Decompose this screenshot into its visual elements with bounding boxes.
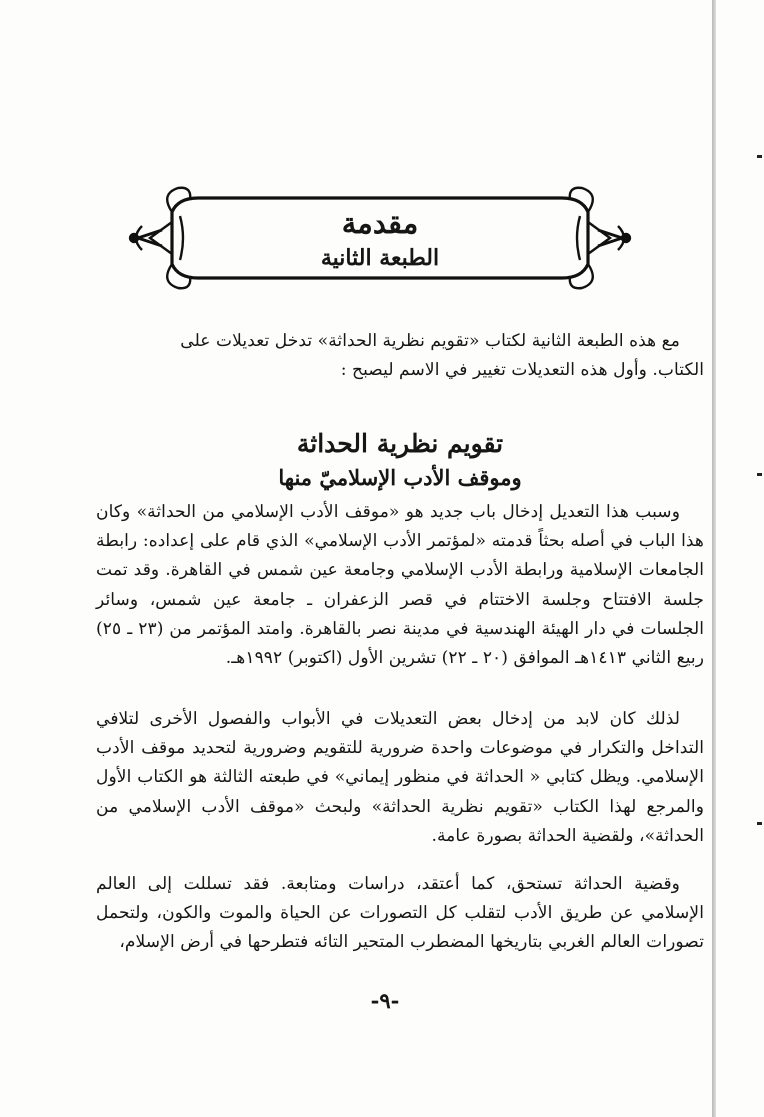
page-edge-mark	[757, 155, 762, 158]
page-edge-mark	[757, 473, 762, 476]
body-paragraph: وسبب هذا التعديل إدخال باب جديد هو «موقف الأدب الإسلامي من الحداثة» وكان هذا الباب في أصله بحثاً قدمته «لمؤتمر الأدب الإسلامي» الذي قام على إعداده: رابطة الجامعات الإسلامية ورابطة الأدب الإسلامي وجامعة عين شمس في القاهرة. وقد تمت جلسة الافتتاح وجلسة الاختتام في قصر الزعفران ـ جامعة عين شمس، وسائر الجلسات في دار الهيئة الهندسية في مدينة نصر بالقاهرة. وامتد المؤتمر من (٢٣ ـ ٢٥) ربيع الثاني ١٤١٣هـ الموافق (٢٠ ـ ٢٢) تشرين الأول (اكتوبر) ١٩٩٢هـ.	[96, 502, 704, 669]
book-title: تقويم نظرية الحداثة	[296, 429, 504, 458]
book-spine-shadow	[712, 0, 716, 1117]
page-edge-mark	[757, 822, 762, 825]
chapter-title: مقدمة	[341, 206, 419, 240]
intro-paragraph	[96, 327, 704, 385]
chapter-subtitle: الطبعة الثانية	[320, 245, 440, 271]
page-number: -٩-	[370, 988, 400, 1013]
body-paragraph: لذلك كان لابد من إدخال بعض التعديلات في الأبواب والفصول الأخرى لتلافي التداخل والتكرار في موضوعات واحدة ضرورية للتقويم وضرورية لتحديد موقف الأدب الإسلامي. ويظل كتابي « الحداثة في منظور إيماني» في طبعته الثالثة هو الكتاب الأول والمرجع لهذا الكتاب «تقويم نظرية الحداثة» ولبحث «موقف الأدب الإسلامي من الحداثة»، ولقضية الحداثة بصورة عامة.	[96, 709, 704, 846]
intro-line: الكتاب. وأول هذه التعديلات تغيير في الاسم ليصبح :	[340, 360, 704, 381]
body-paragraph: وقضية الحداثة تستحق، كما أعتقد، دراسات ومتابعة. فقد تسللت إلى العالم الإسلامي عن طريق الأدب لتقلب كل التصورات عن الحياة والموت والكون، ولتحمل تصورات العالم الغربي بتاريخها المضطرب المتحير التائه فتطرحها في أرض الإسلام،	[96, 874, 704, 953]
intro-line: مع هذه الطبعة الثانية لكتاب «تقويم نظرية الحداثة» تدخل تعديلات على	[180, 331, 680, 351]
book-subtitle: وموقف الأدب الإسلاميّ منها	[278, 465, 522, 490]
